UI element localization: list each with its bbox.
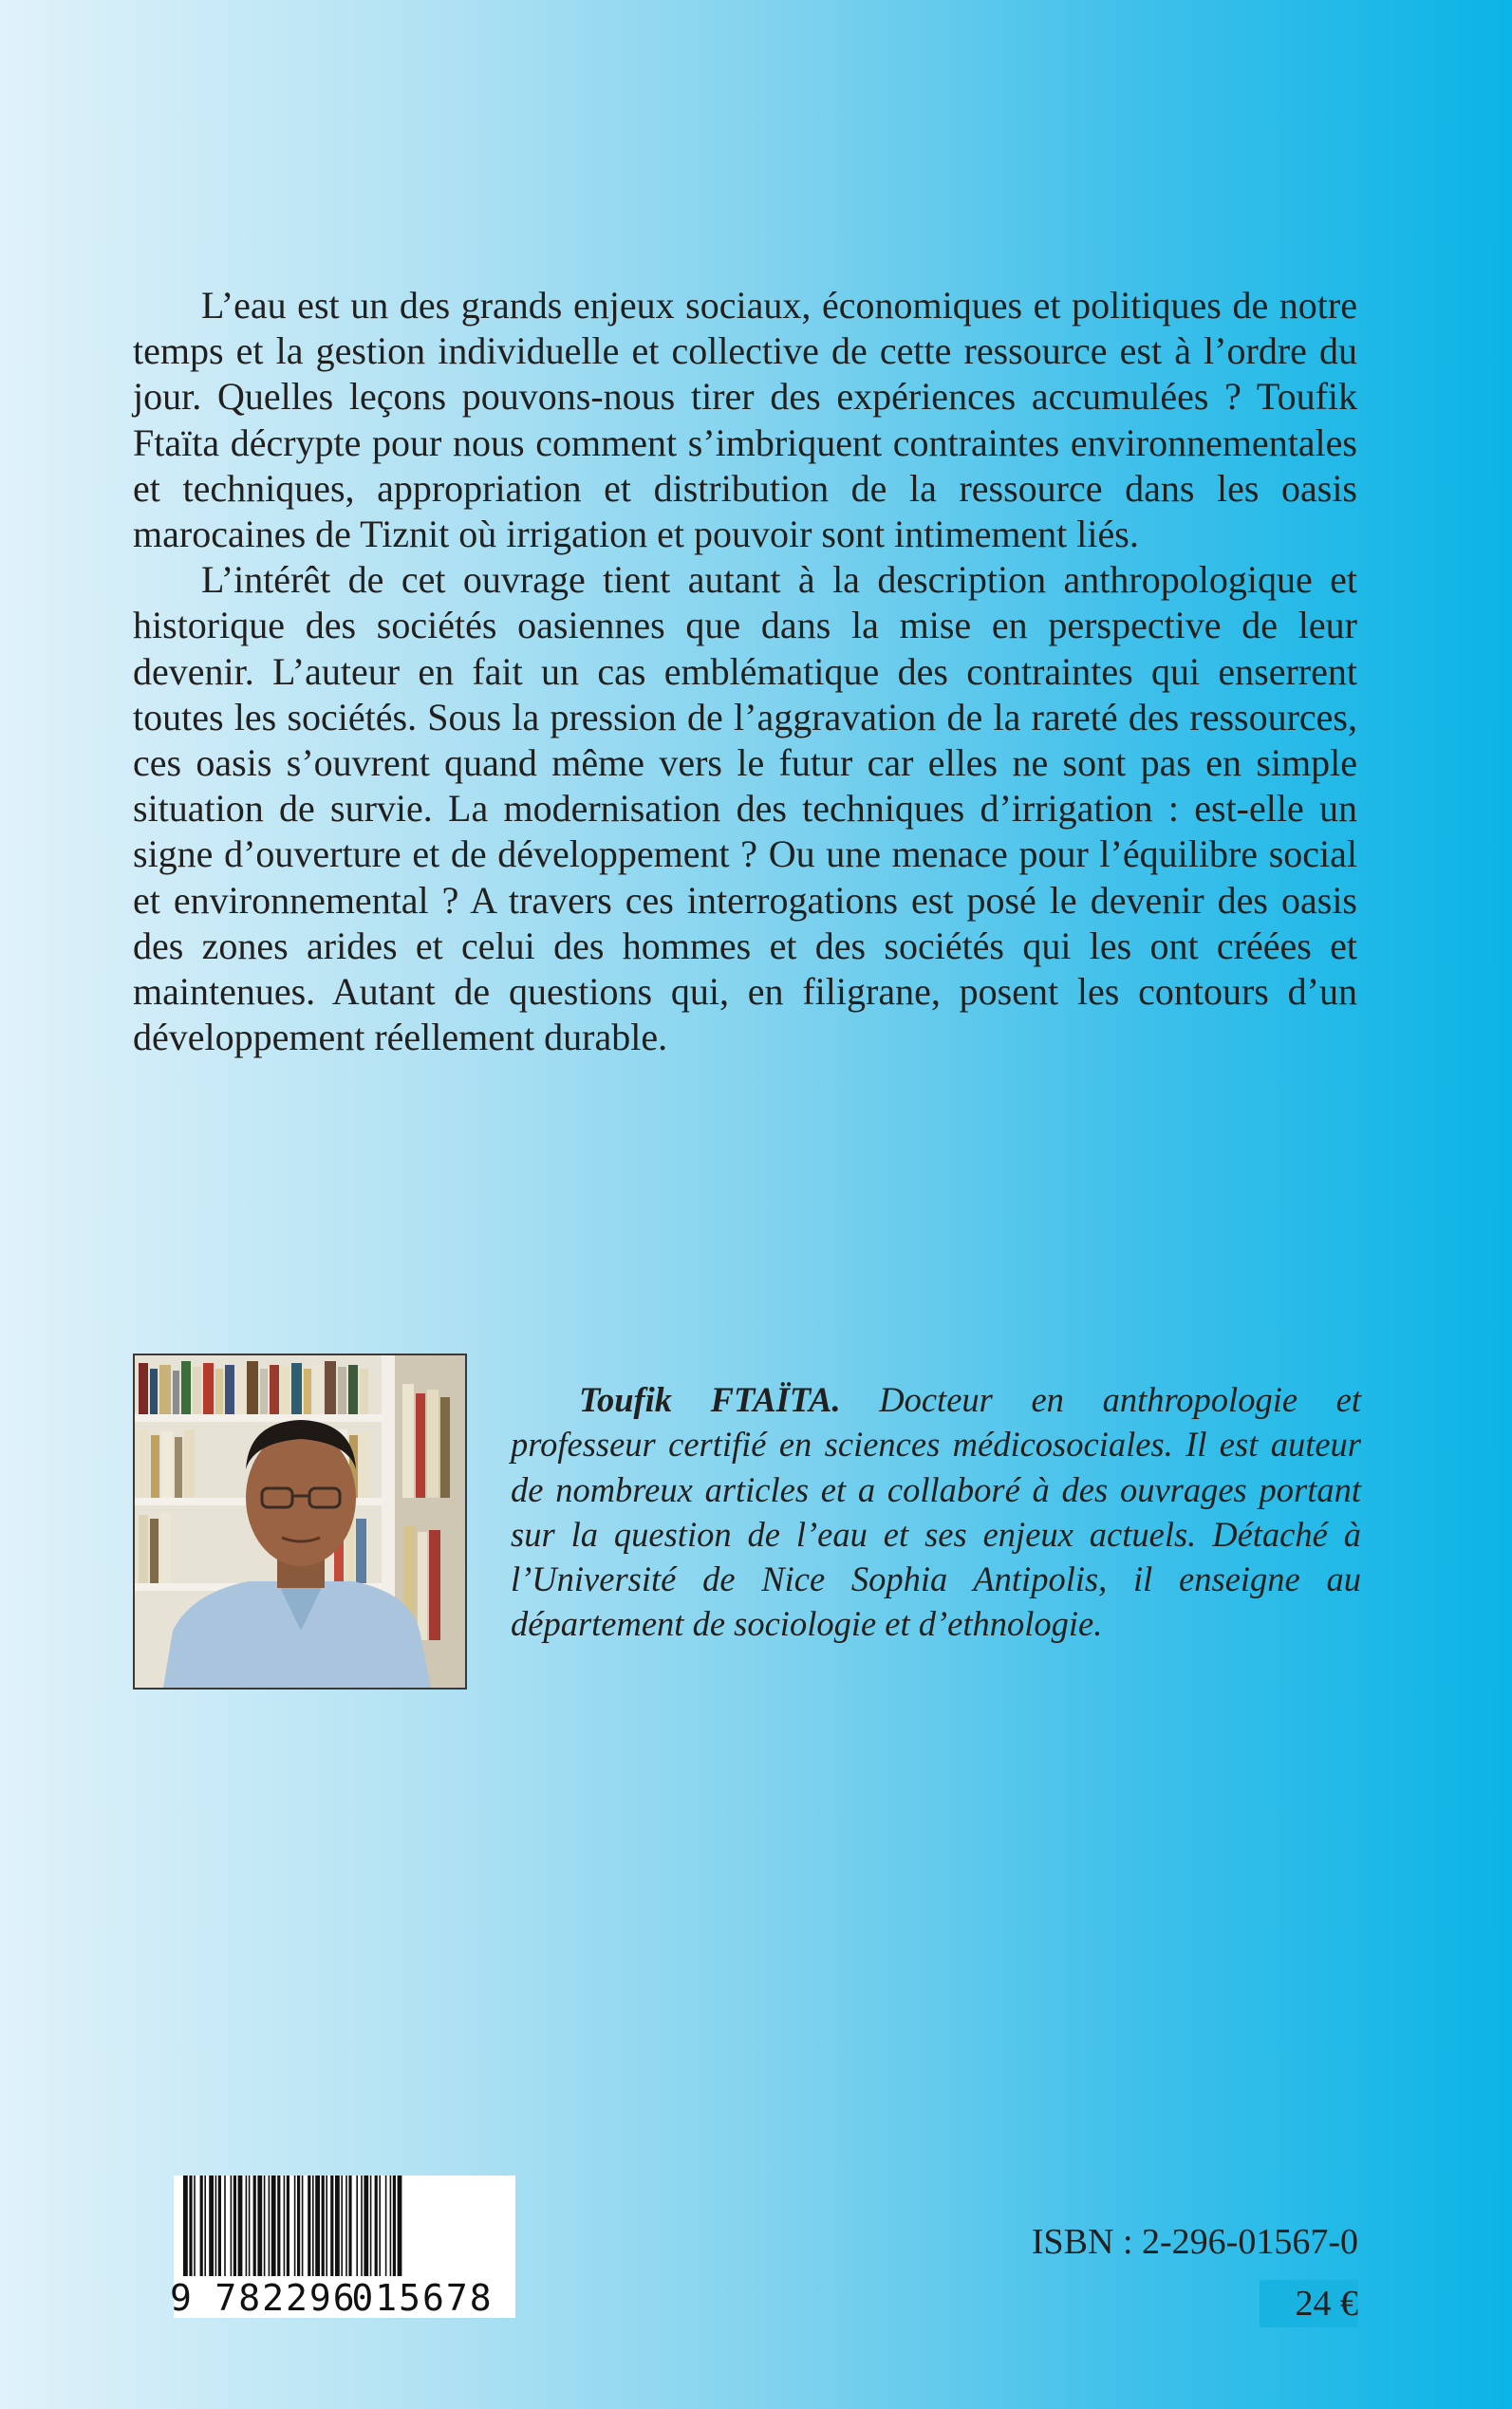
barcode-bar [284, 2176, 286, 2276]
barcode-bar [312, 2176, 314, 2276]
barcode-bar [287, 2176, 289, 2276]
barcode-bar [315, 2176, 320, 2276]
barcode-bar [361, 2176, 363, 2276]
barcode-bar [302, 2176, 304, 2276]
barcode-bar [231, 2176, 233, 2276]
author-name: Toufik FTAÏTA. [579, 1380, 841, 1419]
barcode-bar [271, 2176, 276, 2276]
barcode-bar [277, 2176, 280, 2276]
price-label: 24 € [1295, 2284, 1358, 2324]
barcode-bar [253, 2176, 256, 2276]
isbn-number: ISBN : 2-296-01567-0 [1031, 2222, 1358, 2262]
barcode-bar [215, 2176, 217, 2276]
barcode-bar [326, 2176, 327, 2276]
barcode-bar [224, 2176, 226, 2276]
author-photo [133, 1354, 467, 1690]
barcode-bar [189, 2176, 192, 2276]
barcode-bar [209, 2176, 214, 2276]
barcode-bar [345, 2176, 347, 2276]
barcode-bar [269, 2176, 271, 2276]
barcode-bar [393, 2176, 396, 2276]
barcode-bar [294, 2176, 296, 2276]
barcode-digits-1: 9 [170, 2277, 194, 2319]
barcode-bar [218, 2176, 221, 2276]
barcode-bar [257, 2176, 262, 2276]
barcode-bar [390, 2176, 392, 2276]
barcode-bar [233, 2176, 236, 2276]
author-bio [511, 1377, 1361, 1647]
barcode-bar [356, 2176, 358, 2276]
barcode-bar [204, 2176, 206, 2276]
barcode-bars [170, 2176, 515, 2319]
blurb-paragraph-1: L’eau est un des grands enjeux sociaux, économiques et politiques de notre temps et la gestion individuelle et collective de cette ressource est à l’ordre du jour. Quelles leçons pouvons-nous tirer des expériences accumulées ? Toufik Ftaïta décrypte pour nous comment s’imbriquent contraintes environnementales et techniques, appropriation et distribution de la ressource dans les oasis marocaines de Tiznit où irrigation et pouvoir sont intimement liés. [133, 284, 1357, 556]
barcode-bar [348, 2176, 351, 2276]
barcode-bar [264, 2176, 266, 2276]
barcode-bar [246, 2176, 248, 2276]
barcode-bar [297, 2176, 300, 2276]
isbn-barcode [170, 2176, 515, 2319]
barcode-bar [341, 2176, 343, 2276]
blurb-paragraph-2: L’intérêt de cet ouvrage tient autant à la description anthropologique et historique des sociétés oasiennes que dans la mise en perspective de leur devenir. L’auteur en fait un cas emblématique des contraintes qui enserrent toutes les sociétés. Sous la pression de l’aggravation de la rareté des ressources, ces oasis s’ouvrent quand même vers le futur car elles ne sont pas en simple situation de survie. La modernisation des techniques d’irrigation : est-elle un signe d’ouverture et de développement ? Ou une menace pour l’équilibre social et environnemental ? A travers ces interrogations est posé le devenir des oasis des zones arides et celui des hommes et des sociétés qui les ont créées et maintenues. Autant de questions qui, en filigrane, posent les contours d’un développement réellement durable. [133, 558, 1357, 1059]
barcode-bar [194, 2176, 196, 2276]
barcode-bar [183, 2176, 188, 2276]
author-bio-text: Docteur en anthropologie et professeur certifié en sciences médicosociales. Il est auteur de nombreux articles et a collaboré à des ouvrages portant sur la question de l’eau et ses enjeux actuels. Détaché à l’Université de Nice Sophia Antipolis, il enseigne au département de sociologie et d’ethnologie. [511, 1380, 1362, 1644]
barcode-bar [375, 2176, 378, 2276]
barcode-bar [308, 2176, 310, 2276]
barcode-bar [238, 2176, 243, 2276]
barcode-bar [398, 2176, 402, 2276]
barcode-digits-2: 782296 [215, 2277, 357, 2319]
barcode-bar [379, 2176, 381, 2276]
barcode-digits-3: 015678 [351, 2277, 494, 2319]
barcode-bar [200, 2176, 203, 2276]
barcode-bar [322, 2176, 325, 2276]
author-portrait-image [135, 1355, 465, 1688]
barcode-bar [385, 2176, 387, 2276]
barcode-bar [364, 2176, 368, 2276]
barcode-bar [370, 2176, 372, 2276]
barcode-bar [335, 2176, 340, 2276]
barcode-bar [249, 2176, 251, 2276]
barcode-bar [330, 2176, 333, 2276]
back-cover-blurb [133, 283, 1357, 1060]
